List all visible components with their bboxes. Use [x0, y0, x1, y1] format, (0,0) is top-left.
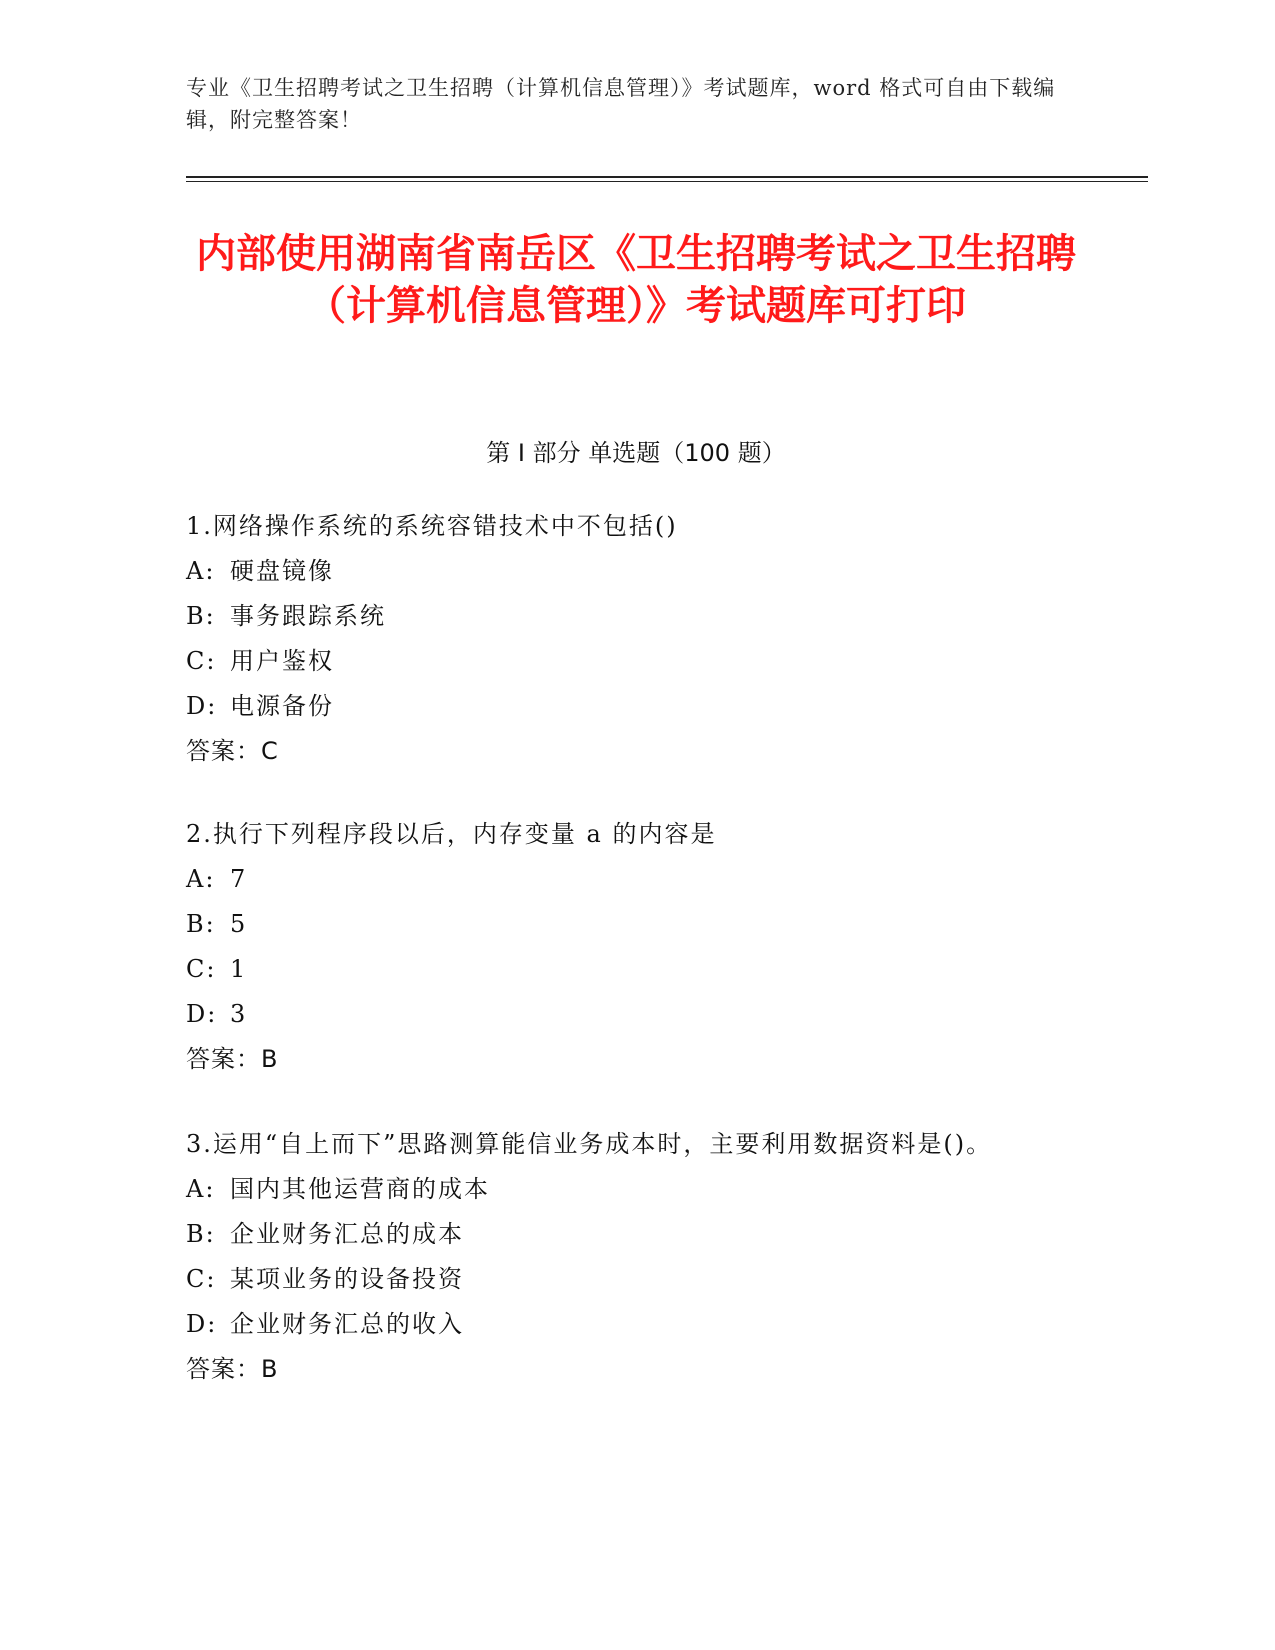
answer: 答案：B: [186, 1355, 279, 1383]
option-c: [186, 1257, 1066, 1302]
option-b: [186, 1212, 1066, 1257]
question-stem: 2.执行下列程序段以后，内存变量 a 的内容是: [186, 820, 717, 848]
option-text: 某项业务的设备投资: [230, 1265, 464, 1293]
option-letter: B:: [186, 910, 216, 938]
option-letter: B:: [186, 1220, 216, 1248]
option-d: [186, 1302, 1066, 1347]
option-a: [186, 857, 1066, 902]
option-b: [186, 902, 1066, 947]
header-rule-thick: [186, 176, 1148, 178]
option-a: [186, 549, 1066, 594]
option-letter: A:: [186, 865, 216, 893]
option-letter: C:: [186, 1265, 217, 1293]
option-a: [186, 1167, 1066, 1212]
document-title: 内部使用湖南省南岳区《卫生招聘考试之卫生招聘（计算机信息管理）》考试题库可打印: [196, 231, 1076, 329]
option-letter: B:: [186, 602, 216, 630]
option-letter: A:: [186, 1175, 216, 1203]
option-text: 企业财务汇总的成本: [230, 1220, 464, 1248]
option-letter: C:: [186, 955, 217, 983]
header-note: 专业《卫生招聘考试之卫生招聘（计算机信息管理）》考试题库，word 格式可自由下载编辑，附完整答案！: [186, 76, 1056, 132]
option-letter: A:: [186, 557, 216, 585]
option-text: 企业财务汇总的收入: [230, 1310, 464, 1338]
option-text: 5: [230, 910, 248, 938]
option-c: [186, 639, 1066, 684]
option-text: 3: [230, 1000, 248, 1028]
answer: 答案：B: [186, 1045, 279, 1073]
option-text: 7: [230, 865, 248, 893]
option-text: 事务跟踪系统: [230, 602, 386, 630]
question-1: [186, 504, 1066, 774]
option-letter: C:: [186, 647, 217, 675]
option-text: 1: [230, 955, 248, 983]
option-text: 用户鉴权: [230, 647, 334, 675]
question-stem: 3.运用“自上而下”思路测算能信业务成本时，主要利用数据资料是()。: [186, 1130, 993, 1158]
option-c: [186, 947, 1066, 992]
option-text: 电源备份: [230, 692, 334, 720]
option-letter: D:: [186, 692, 218, 720]
option-d: [186, 684, 1066, 729]
section-title: 第 I 部分 单选题（100 题）: [486, 439, 786, 467]
option-d: [186, 992, 1066, 1037]
option-letter: D:: [186, 1310, 218, 1338]
option-letter: D:: [186, 1000, 218, 1028]
header-rule-thin: [186, 181, 1148, 182]
question-3: [186, 1122, 1066, 1392]
question-2: [186, 812, 1066, 1082]
option-text: 硬盘镜像: [230, 557, 334, 585]
question-stem: 1.网络操作系统的系统容错技术中不包括(): [186, 512, 678, 540]
option-b: [186, 594, 1066, 639]
option-text: 国内其他运营商的成本: [230, 1175, 490, 1203]
answer: 答案：C: [186, 737, 279, 765]
